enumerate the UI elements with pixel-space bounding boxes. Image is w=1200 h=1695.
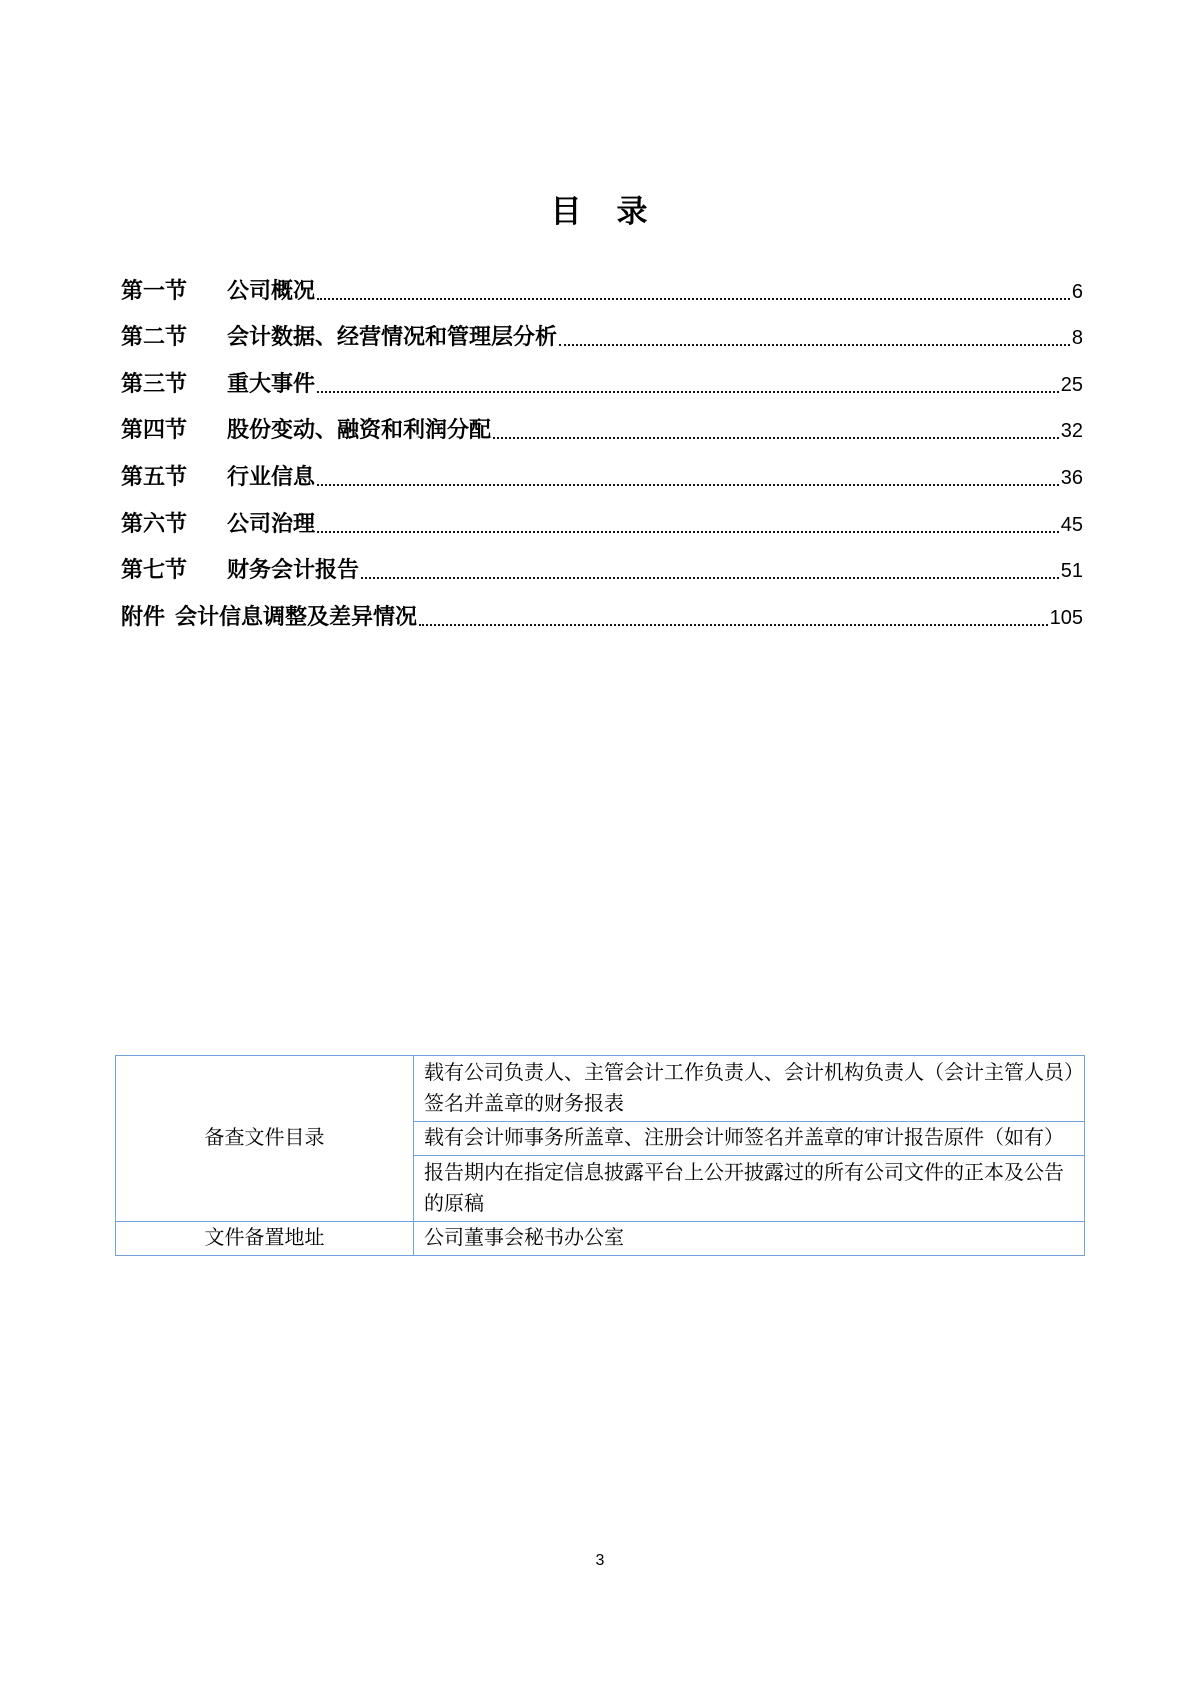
toc-page-number: 32 xyxy=(1060,420,1083,443)
toc-chapter-label: 第五节 xyxy=(121,463,188,489)
archive-item-cell: 载有公司负责人、主管会计工作负责人、会计机构负责人（会计主管人员）签名并盖章的财务报表 xyxy=(414,1056,1085,1122)
toc-chapter-label: 第四节 xyxy=(121,417,188,443)
archive-item-cell: 报告期内在指定信息披露平台上公开披露过的所有公司文件的正本及公告的原稿 xyxy=(414,1156,1085,1222)
toc-entry-title: 会计信息调整及差异情况 xyxy=(175,603,418,629)
toc-page-number: 51 xyxy=(1060,560,1083,583)
toc-chapter-label: 第三节 xyxy=(121,370,188,396)
toc-chapter-label: 第二节 xyxy=(121,324,188,350)
dot-leader xyxy=(559,344,1070,346)
toc-entry xyxy=(121,309,1083,356)
toc-title: 目 录 xyxy=(550,194,650,229)
toc-entry-title: 行业信息 xyxy=(227,463,316,489)
toc-entry-title: 会计数据、经营情况和管理层分析 xyxy=(227,324,558,350)
toc-page-number: 6 xyxy=(1071,280,1083,303)
dot-leader xyxy=(317,298,1070,300)
filing-location-value-cell: 公司董事会秘书办公室 xyxy=(414,1222,1085,1256)
page-number: 3 xyxy=(595,1552,605,1569)
toc-entry-title: 公司治理 xyxy=(227,510,316,536)
toc-chapter-label: 第七节 xyxy=(121,557,188,583)
toc-page-number: 8 xyxy=(1071,327,1083,350)
archive-item-cell: 载有会计师事务所盖章、注册会计师签名并盖章的审计报告原件（如有） xyxy=(414,1122,1085,1156)
dot-leader xyxy=(493,437,1059,439)
toc-entry xyxy=(121,495,1083,542)
toc-entry-title: 公司概况 xyxy=(227,277,316,303)
toc-entry-attachment xyxy=(121,588,1083,635)
toc-entry xyxy=(121,402,1083,449)
toc-entry-title: 重大事件 xyxy=(227,370,316,396)
toc-page-number: 25 xyxy=(1060,373,1083,396)
toc-entry xyxy=(121,355,1083,402)
toc-chapter-label: 第六节 xyxy=(121,510,188,536)
reference-documents-table xyxy=(115,1055,1085,1256)
toc-page-number: 45 xyxy=(1060,513,1083,536)
toc-chapter-label: 第一节 xyxy=(121,277,188,303)
toc-entry xyxy=(121,448,1083,495)
toc-entry-title: 财务会计报告 xyxy=(227,557,360,583)
toc-entry xyxy=(121,262,1083,309)
dot-leader xyxy=(317,531,1059,533)
archive-directory-label-cell: 备查文件目录 xyxy=(116,1056,414,1222)
dot-leader xyxy=(317,391,1059,393)
filing-location-label-cell: 文件备置地址 xyxy=(116,1222,414,1256)
dot-leader xyxy=(317,484,1059,486)
toc-page-number: 105 xyxy=(1049,606,1083,629)
toc-entry-title: 股份变动、融资和利润分配 xyxy=(227,417,492,443)
dot-leader xyxy=(361,577,1059,579)
table-of-contents xyxy=(121,262,1083,635)
toc-chapter-label: 附件 xyxy=(121,603,166,629)
toc-entry xyxy=(121,542,1083,589)
dot-leader xyxy=(419,624,1048,626)
toc-page-number: 36 xyxy=(1060,466,1083,489)
